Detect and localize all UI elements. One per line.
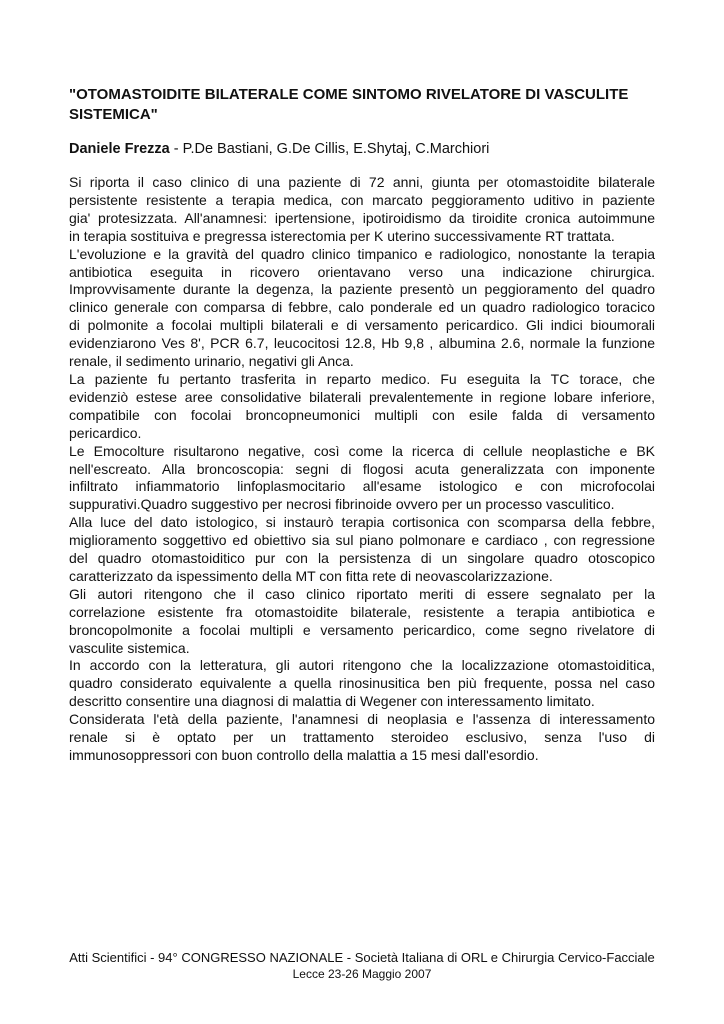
text-line: Improvvisamente durante la degenza, la paziente presentò un peggioramento del quadro [69,281,655,298]
paragraph [69,586,655,658]
authors-line [69,140,489,158]
text-line: descritto consentire una diagnosi di malattia di Wegener con interessamento limitato. [69,693,595,710]
text-line: antibiotica eseguita in ricovero orientavano verso una indicazione chirurgica. [69,263,655,280]
paragraph [69,514,655,586]
text-line: correlazione esistente fra otomastoidite bilaterale, resistente a terapia antibiotica e [69,603,655,620]
text-line: suppurativi.Quadro suggestivo per necrosi fibrinoide ovvero per un processo vasculitico. [69,496,615,513]
text-line: immunosoppressori con buon controllo della malattia a 15 mesi dall'esordio. [69,747,539,763]
abstract-body [69,174,655,765]
paragraph [69,246,655,371]
text-line: La paziente fu pertanto trasferita in reparto medico. Fu eseguita la TC torace, che [69,370,655,387]
text-line: Le Emocolture risultarono negative, così come la ricerca di cellule neoplastiche e BK [69,442,655,459]
paragraph [69,711,655,765]
text-line: Gli autori ritengono che il caso clinico riportato meriti di essere segnalato per la [69,585,655,602]
paragraph [69,443,655,515]
title-line: "OTOMASTOIDITE BILATERALE COME SINTOMO RIVELATORE DI VASCULITE [69,86,629,103]
text-line: In accordo con la letteratura, gli autori ritengono che la localizzazione otomastoiditica, [69,657,655,674]
text-line: di polmonite a focolai multipli bilaterali e di versamento pericardico. Gli indici bioumorali [69,317,655,334]
text-line: gia' protesizzata. All'anamnesi: ipertensione, ipotiroidismo da tiroidite cronica autoimmune [69,209,655,226]
text-line: compatibile con focolai broncopneumonici multipli con esile falda di versamento [69,406,655,423]
main-author: Daniele Frezza [69,141,170,157]
text-line: miglioramento soggettivo ed obiettivo sia sul piano polmonare e cardiaco , con regressione [69,532,655,549]
text-line: in terapia sostituiva e pregressa isterectomia per K uterino successivamente RT trattata. [69,227,615,244]
text-line: renale, il sedimento urinario, negativi gli Anca. [69,353,354,370]
text-line: renale si è optato per un trattamento steroideo esclusivo, senza l'uso di [69,729,655,746]
text-line: broncopolmonite a focolai multipli e versamento pericardico, come segno rivelatore di [69,621,655,638]
text-line: pericardico. [69,424,142,441]
paragraph [69,657,655,711]
text-line: persistente resistente a terapia medica, con marcato peggioramento uditivo in paziente [69,191,655,208]
co-authors: - P.De Bastiani, G.De Cillis, E.Shytaj, C.Marchiori [169,141,490,157]
text-line: infiltrato infiammatorio linfoplasmocitario all'esame istologico e con microfocolai [69,478,655,495]
text-line: L'evoluzione e la gravità del quadro clinico timpanico e radiologico, nonostante la terapia [69,245,655,262]
footer-line-2: Lecce 23-26 Maggio 2007 [292,967,432,981]
paragraph [69,371,655,443]
text-line: del quadro otomastoiditico pur con la persistenza di un singolare quadro otoscopico [69,550,655,567]
text-line: clinico generale con comparsa di febbre, calo ponderale ed un quadro radiologico toracico [69,299,655,316]
text-line: evidenziarono Ves 8', PCR 6.7, leucocitosi 12.8, Hb 9,8 , albumina 2.6, normale la funzione [69,335,655,352]
footer-line-1: Atti Scientifici - 94° CONGRESSO NAZIONALE - Società Italiana di ORL e Chirurgia Cervico-Facciale [69,950,655,965]
title-line: SISTEMICA" [69,106,158,123]
text-line: evidenziò estese aree consolidative bilaterali prevalentemente in regione lobare inferiore, [69,388,655,405]
text-line: nell'escreato. Alla broncoscopia: segni di flogosi acuta generalizzata con imponente [69,460,655,477]
text-line: Alla luce del dato istologico, si instaurò terapia cortisonica con scomparsa della febbre, [69,514,655,531]
paragraph [69,174,655,246]
text-line: vasculite sistemica. [69,639,190,656]
document-title [69,85,659,125]
text-line: caratterizzato da ispessimento della MT con fitta rete di neovascolarizzazione. [69,567,553,584]
text-line: Si riporta il caso clinico di una paziente di 72 anni, giunta per otomastoidite bilaterale [69,174,655,190]
text-line: quadro considerato equivalente a quella rinosinusitica ben più frequente, possa nel caso [69,675,655,692]
text-line: Considerata l'età della paziente, l'anamnesi di neoplasia e l'assenza di interessamento [69,711,655,728]
